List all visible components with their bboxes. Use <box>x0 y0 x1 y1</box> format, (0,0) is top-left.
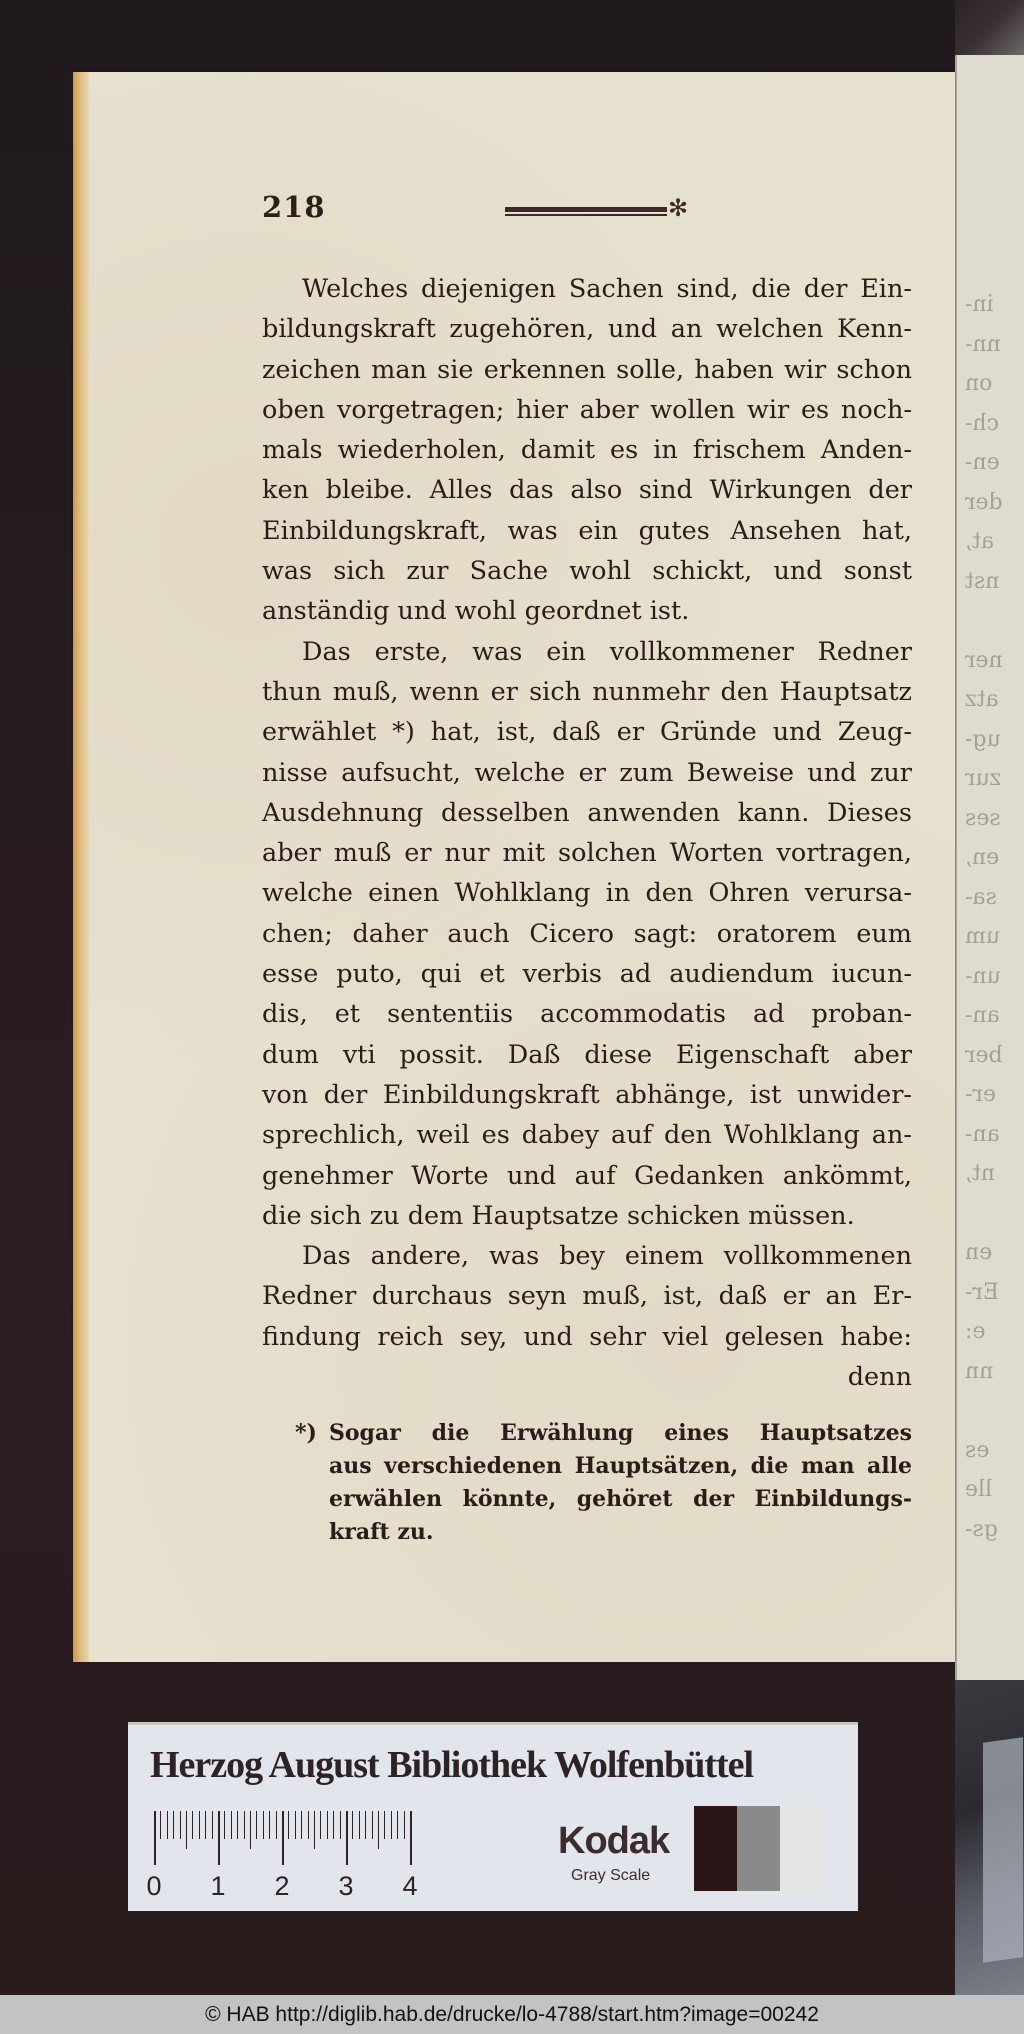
body-text <box>262 269 912 1397</box>
ruler-tick <box>320 1811 321 1839</box>
ruler-tick <box>244 1811 245 1839</box>
text-line: thun muß, wenn er sich nunmehr den Hauptsatz <box>262 676 912 707</box>
bleed-fragment: on <box>965 371 993 396</box>
ruler-tick <box>301 1811 302 1839</box>
text-line: ken bleibe. Alles das also sind Wirkungen der <box>262 475 912 506</box>
text-line: Redner durchaus seyn muß, ist, daß er an Er- <box>262 1281 912 1312</box>
bleed-fragment: en <box>965 1240 993 1265</box>
bleed-fragment: er- <box>965 1082 996 1107</box>
bleed-fragment: Er- <box>965 1279 1000 1305</box>
neighbor-page-bleed-text <box>965 285 1024 1549</box>
gray-patch <box>694 1806 737 1891</box>
text-line: Welches diejenigen Sachen sind, die der Ein- <box>302 274 912 304</box>
bleed-fragment: en- <box>965 450 1000 475</box>
ruler-tick <box>212 1811 213 1839</box>
text-line: Einbildungskraft, was ein gutes Ansehen hat, <box>262 515 912 546</box>
ruler-tick <box>365 1811 366 1839</box>
ruler-label: 3 <box>338 1871 354 1901</box>
bleed-fragment: ses <box>965 805 1001 831</box>
gray-patch <box>737 1806 780 1891</box>
ruler-tick <box>231 1811 232 1839</box>
ornament-star-icon: ✻ <box>668 194 689 222</box>
library-name: Herzog August Bibliothek Wolfenbüttel <box>150 1744 754 1786</box>
text-line: nisse aufsucht, welche er zum Beweise und zur <box>262 757 912 788</box>
ruler-tick <box>378 1811 379 1849</box>
ruler-tick <box>276 1811 277 1839</box>
bleed-fragment: ch- <box>965 410 999 436</box>
footnote-text: Sogar die Erwählung eines Hauptsatzes <box>329 1420 912 1446</box>
ruler-tick <box>372 1811 373 1839</box>
ruler-tick <box>224 1811 225 1839</box>
gray-patch <box>780 1806 823 1891</box>
text-line: von der Einbildungskraft abhänge, ist unwider- <box>262 1079 912 1110</box>
ruler-tick <box>308 1811 309 1839</box>
text-line: bildungskraft zugehören, und an welchen Kenn- <box>262 314 912 345</box>
text-line: anständig und wohl geordnet ist. <box>262 596 690 627</box>
copyright-footer <box>0 1995 1024 2034</box>
text-line: Ausdehnung desselben anwenden kann. Dieses <box>262 797 912 828</box>
ruler-tick <box>346 1811 348 1865</box>
bleed-fragment <box>965 1391 1024 1431</box>
ruler-tick <box>205 1811 206 1839</box>
text-line: Das andere, was bey einem vollkommenen <box>302 1241 912 1272</box>
ruler-tick <box>199 1811 200 1839</box>
text-line: genehmer Worte und auf Gedanken ankömmt, <box>262 1160 912 1191</box>
neighbor-card-reflection <box>983 1737 1023 1963</box>
ruler-tick <box>384 1811 385 1839</box>
text-line: welche einen Wohlklang in den Ohren verursa- <box>262 878 912 909</box>
ruler-tick <box>160 1811 161 1839</box>
text-line: mals wiederholen, damit es in frischem Anden- <box>262 435 912 466</box>
bleed-fragment: ber <box>965 1042 1003 1068</box>
gray-scale-patches <box>694 1806 823 1891</box>
running-head <box>262 190 762 230</box>
text-line: aber muß er nur mit solchen Worten vortragen, <box>262 838 912 869</box>
page-gilt-edge <box>73 72 89 1662</box>
text-line: esse puto, qui et verbis ad audiendum iucun- <box>262 959 912 990</box>
ruler-tick <box>397 1811 398 1839</box>
ruler-tick <box>180 1811 181 1839</box>
text-line: chen; daher auch Cicero sagt: oratorem eum <box>262 918 912 949</box>
footnote-line: erwählen könnte, gehöret der Einbildungs- <box>329 1486 912 1512</box>
bleed-fragment: zur <box>965 766 1002 791</box>
bleed-fragment: sa- <box>965 884 997 910</box>
ruler-tick <box>340 1811 341 1839</box>
ruler-tick <box>250 1811 251 1849</box>
neighbor-page <box>955 55 1024 1680</box>
bleed-fragment: e: <box>965 1319 986 1344</box>
ruler-tick <box>391 1811 392 1839</box>
neighbor-page-corner <box>955 0 1024 56</box>
ruler-tick <box>237 1811 238 1839</box>
bleed-fragment: en, <box>965 845 1000 870</box>
footnote-line: aus verschiedenen Hauptsätzen, die man alle <box>329 1453 912 1479</box>
scale-ruler <box>146 1811 418 1905</box>
ruler-tick <box>314 1811 315 1849</box>
bleed-fragment: nt, <box>965 1161 996 1186</box>
ruler-tick <box>288 1811 289 1839</box>
footnote-line <box>295 1417 912 1450</box>
bleed-fragment: nn- <box>965 331 1001 357</box>
bleed-fragment: at, <box>965 529 994 554</box>
bleed-fragment: um <box>965 924 1001 949</box>
text-line: dum vti possit. Daß diese Eigenschaft aber <box>262 1039 912 1070</box>
text-line: sprechlich, weil es dabey auf den Wohlklang an- <box>262 1120 912 1151</box>
ruler-label: 2 <box>274 1871 290 1901</box>
text-line: erwählet *) hat, ist, daß er Gründe und Zeug- <box>262 717 912 748</box>
ruler-tick <box>404 1811 405 1839</box>
text-line: dis, et sententiis accommodatis ad proban- <box>262 999 912 1030</box>
ruler-label: 1 <box>210 1871 226 1901</box>
ruler-tick <box>218 1811 220 1865</box>
bleed-fragment: gs- <box>965 1516 998 1542</box>
kodak-logo: Kodak <box>558 1820 670 1862</box>
bleed-fragment <box>965 1194 1024 1234</box>
calibration-card <box>128 1722 858 1911</box>
ruler-tick <box>295 1811 296 1839</box>
ruler-tick <box>352 1811 353 1839</box>
ruler-tick <box>263 1811 264 1839</box>
text-line: denn <box>847 1362 912 1393</box>
ruler-tick <box>256 1811 257 1839</box>
text-line: was sich zur Sache wohl schickt, und sonst <box>262 556 912 587</box>
ruler-tick <box>359 1811 360 1839</box>
bleed-fragment: lle <box>965 1477 993 1502</box>
text-line: zeichen man sie erkennen solle, haben wir schon <box>262 354 912 385</box>
copyright-text: © HAB http://diglib.hab.de/drucke/lo-4788/start.htm?image=00242 <box>205 2002 819 2026</box>
ruler-tick <box>192 1811 193 1839</box>
footnote-line: kraft zu. <box>329 1519 434 1545</box>
text-line: die sich zu dem Hauptsatze schicken müssen. <box>262 1200 855 1231</box>
ruler-tick <box>327 1811 328 1839</box>
bleed-fragment: nn <box>965 1358 994 1384</box>
ruler-tick <box>333 1811 334 1839</box>
bleed-fragment: der <box>965 489 1003 515</box>
ruler-tick <box>173 1811 174 1839</box>
bleed-fragment: es <box>965 1437 990 1463</box>
bleed-fragment: ner <box>965 647 1003 673</box>
page-number: 218 <box>262 190 326 224</box>
ruler-tick <box>269 1811 270 1839</box>
text-line: findung reich sey, und sehr viel gelesen habe: <box>262 1321 912 1352</box>
gray-scale-label: Gray Scale <box>571 1867 651 1884</box>
bleed-fragment: atz <box>965 687 999 712</box>
footnote <box>295 1417 912 1549</box>
ruler-tick <box>282 1811 284 1865</box>
ruler-tick <box>154 1811 156 1865</box>
ruler-label: 4 <box>402 1871 418 1901</box>
ruler-label: 0 <box>146 1871 162 1901</box>
bleed-fragment: an- <box>965 1003 1000 1028</box>
bleed-fragment: in- <box>965 292 994 317</box>
ruler-tick <box>410 1811 412 1865</box>
bleed-fragment: ug- <box>965 726 1001 752</box>
bleed-fragment: nst <box>965 568 1000 594</box>
text-line: oben vorgetragen; hier aber wollen wir es noch- <box>262 394 912 425</box>
ruler-tick <box>186 1811 187 1849</box>
bleed-fragment: an- <box>965 1121 1000 1147</box>
book-page <box>73 72 955 1662</box>
footnote-marker: *) <box>295 1420 317 1446</box>
ornament-rule <box>505 207 667 216</box>
ruler-tick <box>167 1811 168 1839</box>
bleed-fragment: un- <box>965 963 1001 989</box>
bleed-fragment <box>965 601 1024 641</box>
text-line: Das erste, was ein vollkommener Redner <box>302 636 912 667</box>
